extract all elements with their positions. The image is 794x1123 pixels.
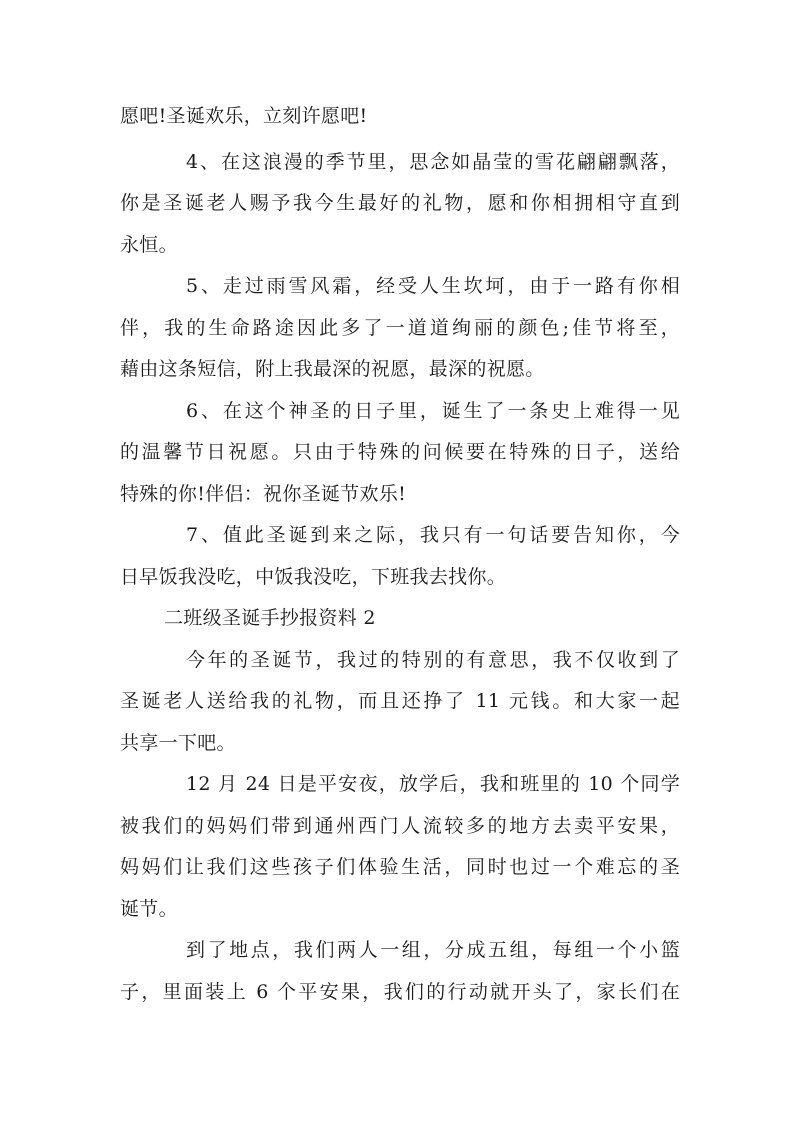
text-line: 的温馨节日祝愿。只由于特殊的问候要在特殊的日子，送给 — [120, 441, 680, 463]
text-line: 被我们的妈妈们带到通州西门人流较多的地方去卖平安果， — [120, 815, 680, 837]
text-line: 共享一下吧。 — [120, 732, 236, 754]
text-line: 日早饭我没吃，中饭我没吃，下班我去找你。 — [120, 566, 507, 588]
text-line: 藉由这条短信，附上我最深的祝愿，最深的祝愿。 — [120, 358, 545, 380]
text-line: 圣诞老人送给我的礼物，而且还挣了 11 元钱。和大家一起 — [120, 690, 680, 712]
text-line: 妈妈们让我们这些孩子们体验生活，同时也过一个难忘的圣 — [120, 856, 680, 878]
text-line: 7、值此圣诞到来之际，我只有一句话要告知你，今 — [186, 524, 680, 546]
text-line: 诞节。 — [120, 898, 178, 920]
text-line: 4、在这浪漫的季节里，思念如晶莹的雪花翩翩飘落， — [186, 151, 680, 173]
text-line: 特殊的你!伴侣：祝你圣诞节欢乐! — [120, 483, 407, 505]
text-line: 今年的圣诞节，我过的特别的有意思，我不仅收到了 — [186, 649, 680, 671]
text-line: 永恒。 — [120, 234, 178, 256]
text-line: 6、在这个神圣的日子里，诞生了一条史上难得一见 — [186, 400, 680, 422]
text-line: 你是圣诞老人赐予我今生最好的礼物，愿和你相拥相守直到 — [120, 192, 680, 214]
section-heading: 二班级圣诞手抄报资料 2 — [164, 607, 376, 629]
text-line: 12 月 24 日是平安夜，放学后，我和班里的 10 个同学 — [186, 773, 680, 795]
text-line: 到了地点，我们两人一组，分成五组，每组一个小篮 — [186, 939, 680, 961]
text-line: 5、走过雨雪风霜，经受人生坎坷，由于一路有你相 — [186, 275, 680, 297]
text-line: 愿吧!圣诞欢乐，立刻许愿吧! — [120, 105, 368, 127]
text-line: 子，里面装上 6 个平安果，我们的行动就开头了，家长们在 — [120, 981, 680, 1003]
text-line: 伴，我的生命路途因此多了一道道绚丽的颜色;佳节将至， — [120, 317, 680, 339]
